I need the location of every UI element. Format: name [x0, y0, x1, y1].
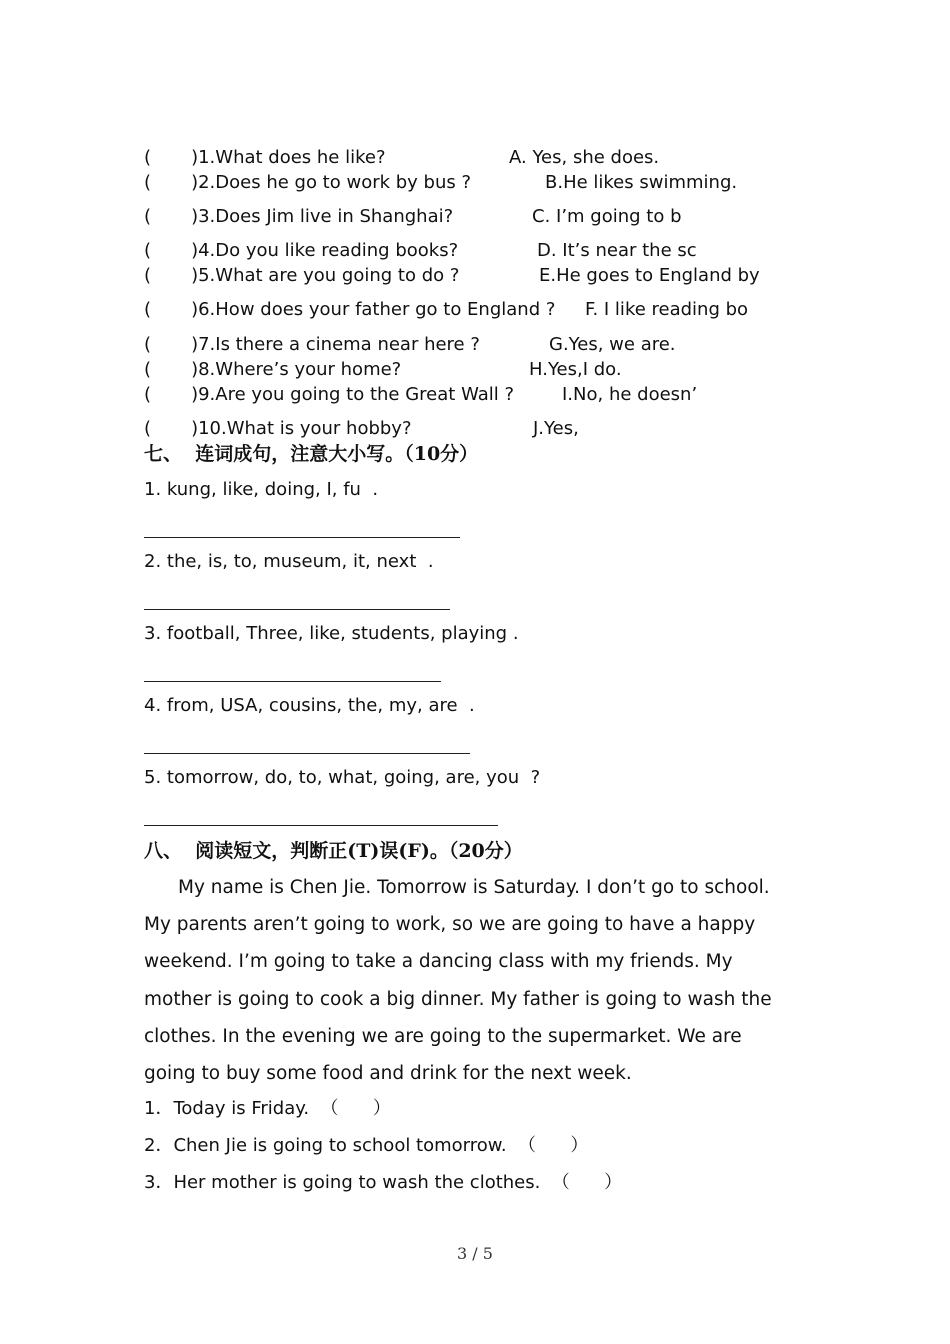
answer-line[interactable] [144, 537, 460, 538]
judge-question: 2．Chen Jie is going to school tomorrow. （ ） [144, 1135, 589, 1156]
answer-line[interactable] [144, 753, 470, 754]
passage-line: My name is Chen Jie. Tomorrow is Saturday. I don’t go to school. [178, 877, 770, 898]
page-number: 3 / 5 [457, 1244, 493, 1263]
match-answer: B.He likes swimming. [545, 172, 738, 193]
answer-line[interactable] [144, 681, 441, 682]
match-question: ( )7.Is there a cinema near here ? [144, 334, 480, 355]
match-answer: I.No, he doesn’ [562, 384, 698, 405]
passage-line: going to buy some food and drink for the next week. [144, 1063, 632, 1085]
match-answer: G.Yes, we are. [549, 334, 676, 355]
passage-line: clothes. In the evening we are going to the supermarket. We are [144, 1025, 742, 1047]
match-question: ( )10.What is your hobby? [144, 418, 412, 439]
match-answer: C. I’m going to b [532, 206, 682, 227]
match-question: ( )4.Do you like reading books? [144, 240, 459, 261]
match-answer: H.Yes,I do. [529, 359, 622, 380]
match-question: ( )3.Does Jim live in Shanghai? [144, 206, 454, 227]
answer-line[interactable] [144, 609, 450, 610]
sentence-item: 4. from, USA, cousins, the, my, are . [144, 695, 475, 716]
judge-question: 1．Today is Friday. （ ） [144, 1098, 391, 1119]
answer-line[interactable] [144, 825, 498, 826]
match-question: ( )8.Where’s your home? [144, 359, 402, 380]
match-answer: E.He goes to England by [539, 265, 760, 286]
match-answer: D. It’s near the sc [537, 240, 697, 261]
sentence-item: 5. tomorrow, do, to, what, going, are, you ? [144, 767, 541, 788]
match-question: ( )2.Does he go to work by bus ? [144, 172, 472, 193]
match-answer: J.Yes, [533, 418, 579, 439]
match-answer: F. I like reading bo [585, 299, 749, 320]
passage-line: mother is going to cook a big dinner. My father is going to wash the [144, 988, 772, 1010]
judge-question: 3．Her mother is going to wash the clothes. （ ） [144, 1172, 623, 1193]
sentence-item: 1. kung, like, doing, I, fu . [144, 479, 379, 500]
section7-heading: 七、 连词成句，注意大小写。（10分） [144, 443, 479, 465]
match-question: ( )1.What does he like? [144, 147, 386, 168]
match-answer: A. Yes, she does. [509, 147, 660, 168]
match-question: ( )6.How does your father go to England ? [144, 299, 556, 320]
reading-passage [144, 869, 824, 1092]
match-question: ( )5.What are you going to do ? [144, 265, 460, 286]
passage-line: My parents aren’t going to work, so we are going to have a happy [144, 914, 756, 936]
section8-heading: 八、 阅读短文，判断正(T)误(F)。（20分） [144, 840, 523, 862]
sentence-item: 3. football, Three, like, students, playing . [144, 623, 519, 644]
passage-line: weekend. I’m going to take a dancing class with my friends. My [144, 951, 733, 973]
sentence-item: 2. the, is, to, museum, it, next . [144, 551, 434, 572]
match-question: ( )9.Are you going to the Great Wall ? [144, 384, 515, 405]
